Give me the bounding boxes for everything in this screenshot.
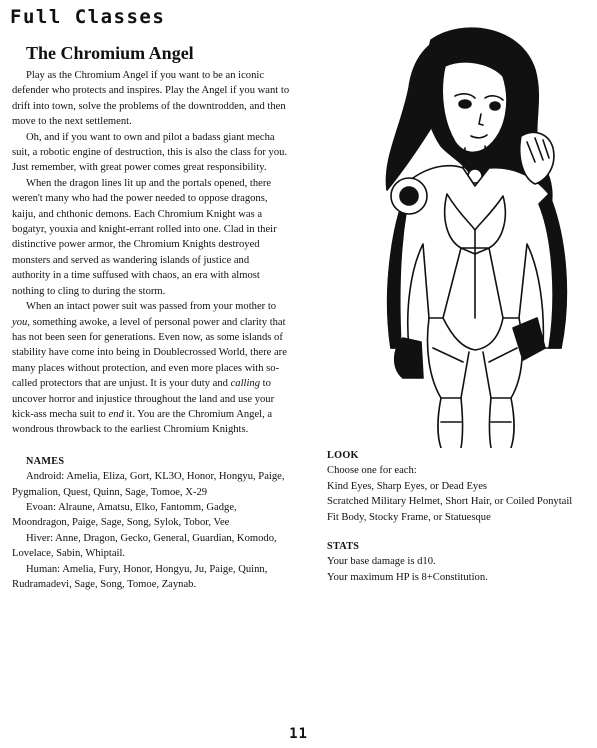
duty-text-4: it. You are the Chromium Angel, a wondrous throwback to the earliest Chromium Knights.: [12, 408, 273, 436]
look-body: Fit Body, Stocky Frame, or Statuesque: [327, 511, 491, 523]
names-section: [12, 454, 290, 593]
look-head: Scratched Military Helmet, Short Hair, or Coiled Ponytail: [327, 496, 573, 508]
stats-damage: Your base damage is d10.: [327, 556, 436, 568]
intro-paragraph: [12, 68, 290, 130]
duty-text-2: , something awoke, a level of personal power and clarity that has not been seen for generations. Even now, as some islands of stability have come into being in Doublecrossed World, there are many places without protection, and even more places with so-called protectors that are unjust. It is your duty and: [12, 316, 287, 390]
names-hiver: Hiver: Anne, Dragon, Gecko, General, Guardian, Komodo, Lovelace, Sabin, Whiptail.: [12, 532, 277, 560]
details-column: [313, 448, 595, 585]
stats-hp: Your maximum HP is 8+Constitution.: [327, 571, 488, 583]
names-human: Human: Amelia, Fury, Honor, Hongyu, Ju, Paige, Quinn, Rudramadevi, Sage, Song, Tomoe, Zaynab.: [12, 563, 268, 590]
emphasis-end: end: [108, 408, 124, 420]
look-heading: LOOK: [327, 450, 359, 461]
names-evoan: Evoan: Alraune, Amatsu, Elko, Fantomm, Gadge, Moondragon, Paige, Sage, Song, Sylok, Tobor, Vee: [12, 501, 237, 529]
stats-section: [313, 539, 595, 585]
mecha-text: Oh, and if you want to own and pilot a badass giant mecha suit, a robotic engine of destruction, this is also the class for you. Just remember, with great power comes great responsibility.: [12, 131, 288, 174]
stats-heading: STATS: [327, 541, 360, 553]
look-section: [313, 448, 595, 525]
emphasis-you: you: [12, 316, 28, 328]
page-number: 11: [289, 726, 308, 742]
duty-paragraph: [12, 299, 290, 438]
chromium-angel-illustration: [313, 18, 595, 448]
duty-text-1: When an intact power suit was passed from your mother to: [26, 301, 277, 313]
names-heading: NAMES: [26, 455, 65, 467]
names-android: Android: Amelia, Eliza, Gort, KL3O, Honor, Hongyu, Paige, Pygmalion, Quest, Quinn, Sage, Tomoe, X-29: [12, 471, 285, 498]
class-description-column: [12, 42, 290, 592]
duty-text-3: to uncover horror and injustice throughout the land and use your kick-ass mecha suit to: [12, 378, 275, 420]
emphasis-calling: calling: [230, 378, 261, 390]
mecha-paragraph: [12, 130, 290, 176]
look-intro: Choose one for each:: [327, 465, 417, 477]
history-text: When the dragon lines lit up and the portals opened, there weren't many who had the power needed to oppose dragons, kaiju, and chthonic demons. Each Chromium Knight was a bogatyr, youxia and knight-errant rolled into one. Clad in their distinctive power armor, the Chromium Knights destroyed monsters and served as wandering islands of justice and authority in a time suffused with chaos, an era with almost nothing to cling to during the storm.: [12, 177, 277, 297]
class-title: The Chromium Angel: [26, 43, 194, 63]
intro-text: Play as the Chromium Angel if you want to be an iconic defender who protects and inspires. Play the Angel if you want to drift into town, solve the problems of the downtrodden, and then move to the next settlement.: [12, 70, 290, 128]
history-paragraph: [12, 176, 290, 299]
look-eyes: Kind Eyes, Sharp Eyes, or Dead Eyes: [327, 480, 488, 492]
section-header: Full Classes: [10, 6, 166, 28]
